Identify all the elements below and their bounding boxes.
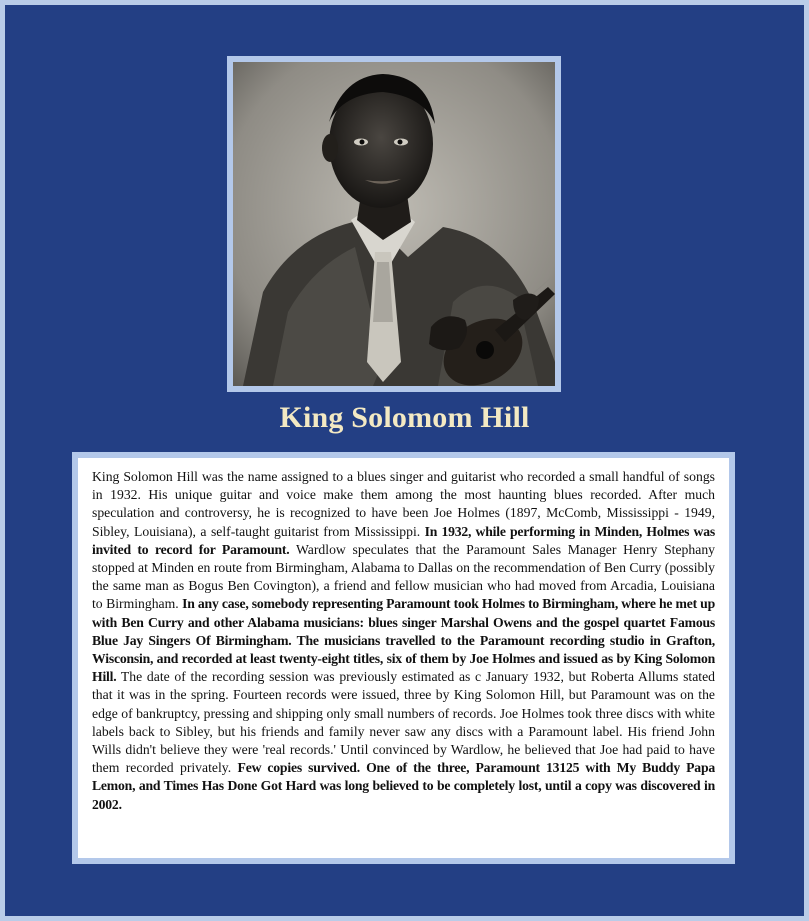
bio-segment-bold: In 1932, while performing in Minden, Holmes was invited to record for Paramount. — [92, 523, 715, 557]
bio-segment-bold: Few copies survived. One of the three, Paramount 13125 with My Buddy Papa Lemon, and Times Has Done Got Hard was long believed to be completely lost, until a copy was discovered in 2002. — [92, 760, 716, 812]
portrait-photo-icon — [233, 62, 555, 386]
bio-paragraph — [92, 468, 715, 814]
bio-segment-bold: In any case, somebody representing Paramount took Holmes to Birmingham, where he met up with Ben Curry and other Alabama musicians: blues singer Marshal Owens and the gospel quartet Famous Blue Jay Singers Of Birmingham. The musicians travelled to the Paramount recording studio in Grafton, Wisconsin, and recorded at least twenty-eight titles, six of them by Joe Holmes and issued as by King Solomon Hill. — [92, 596, 715, 685]
photo-frame — [227, 56, 561, 392]
bio-segment: Wardlow speculates that the Paramount Sales Manager Henry Stephany stopped at Minden en route from Birmingham, Alabama to Dallas on the recommendation of Ben Curry (possibly the same man as Bogus Ben Covington), a friend and fellow musician who had moved from Arcadia, Louisiana to Birmingham. — [92, 541, 716, 612]
bio-frame — [72, 452, 735, 864]
portrait-photo — [233, 62, 555, 386]
bio-box — [78, 458, 729, 858]
page-panel — [5, 5, 804, 916]
bio-segment: King Solomon Hill was the name assigned to a blues singer and guitarist who recorded a small handful of songs in 1932. His unique guitar and voice make them among the most haunting blues recorded. After much speculation and controversy, he is recognized to have been Joe Holmes (1897, McComb, Mississippi - 1949, Sibley, Louisiana), a self-taught guitarist from Mississippi. — [92, 469, 715, 539]
page-title: King Solomom Hill — [279, 401, 530, 434]
bio-segment: The date of the recording session was previously estimated as c January 1932, but Roberta Allums stated that it was in the spring. Fourteen records were issued, three by King Solomon Hill, but Paramount was on the edge of bankruptcy, pressing and shipping only small numbers of records. Joe Holmes took three discs with white labels back to Sibley, but his friends and family never saw any discs with a Paramount label. His friend John Wills didn't believe they were 'real records.' Until convinced by Wardlow, he believed that Joe had paid to have them recorded privately. — [92, 669, 715, 776]
